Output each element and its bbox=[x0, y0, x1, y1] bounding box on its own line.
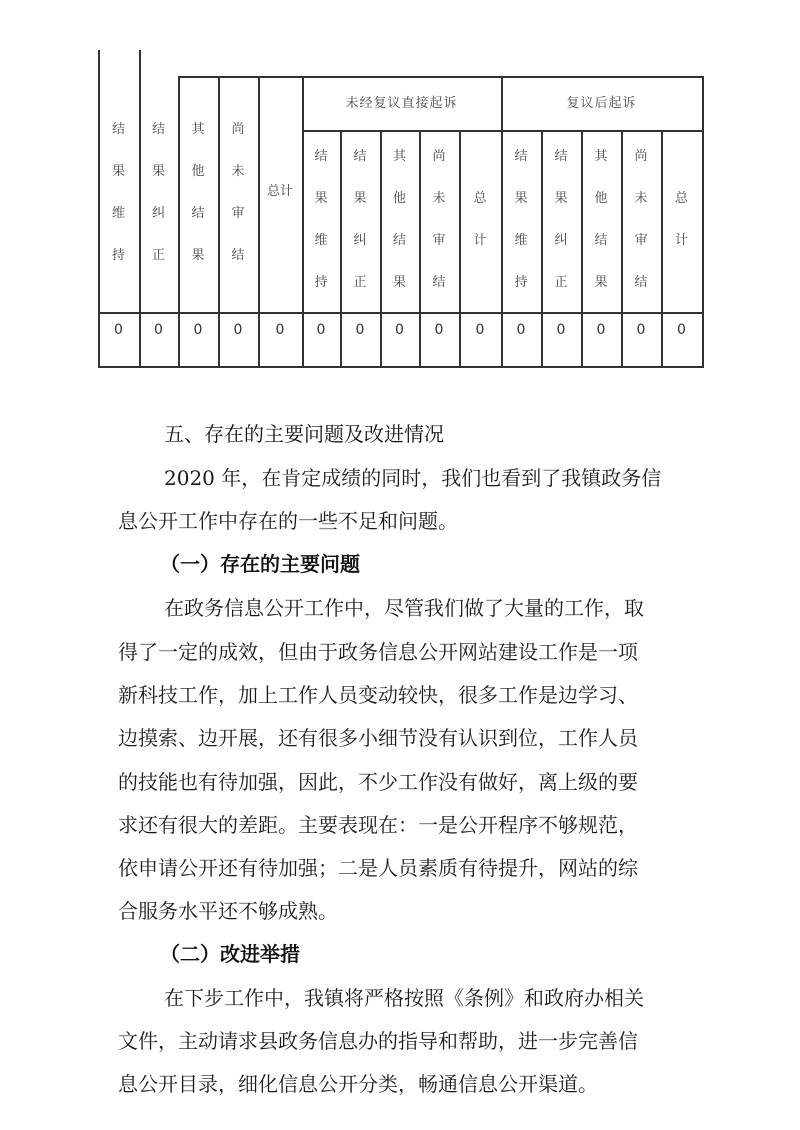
column-header bbox=[340, 135, 380, 305]
sub2-line-3: 息公开目录，细化信息公开分类，畅通信息公开渠道。 bbox=[118, 1072, 598, 1096]
column-header-char: 结 bbox=[353, 149, 367, 164]
sub1-line-1: 在政务信息公开工作中，尽管我们做了大量的工作，取 bbox=[164, 596, 644, 620]
column-header-char: 其 bbox=[392, 149, 406, 164]
table-cell-value: 0 bbox=[233, 322, 243, 338]
column-header-char: 总 bbox=[473, 191, 487, 206]
total-column-header: 总计 bbox=[266, 184, 293, 199]
column-header bbox=[661, 178, 702, 262]
sub1-line-6: 求还有很大的差距。主要表现在：一是公开程序不够规范， bbox=[118, 813, 638, 837]
column-header-char: 结 bbox=[231, 248, 245, 263]
column-header-char: 计 bbox=[473, 233, 487, 248]
table-right-border bbox=[702, 76, 704, 366]
administrative-litigation-table bbox=[0, 0, 800, 400]
column-header-char: 结 bbox=[634, 275, 648, 290]
group-header-direct-lawsuit: 未经复议直接起诉 bbox=[345, 96, 458, 111]
sub1-line-7: 依申请公开还有待加强；二是人员素质有待提升，网站的综 bbox=[118, 856, 638, 880]
column-header-char: 纠 bbox=[353, 233, 367, 248]
column-header bbox=[419, 135, 459, 305]
table-cell-value: 0 bbox=[516, 322, 526, 338]
column-header-char: 结 bbox=[314, 149, 328, 164]
column-header-char: 纠 bbox=[554, 233, 568, 248]
section-heading: 五、存在的主要问题及改进情况 bbox=[164, 422, 444, 446]
column-header-char: 纠 bbox=[151, 206, 165, 221]
column-header-char: 结 bbox=[554, 149, 568, 164]
table-bottom-border bbox=[98, 366, 704, 368]
column-header-char: 他 bbox=[392, 191, 406, 206]
column-header-char: 果 bbox=[392, 275, 406, 290]
column-header-char: 果 bbox=[151, 164, 165, 179]
sub1-line-4: 边摸索、边开展，还有很多小细节没有认识到位，工作人员 bbox=[118, 726, 638, 750]
column-header-char: 结 bbox=[514, 149, 528, 164]
column-header-char: 审 bbox=[634, 233, 648, 248]
column-header-char: 果 bbox=[314, 191, 328, 206]
column-header-char: 果 bbox=[594, 275, 608, 290]
table-cell-value: 0 bbox=[596, 322, 606, 338]
column-header-char: 尚 bbox=[432, 149, 446, 164]
table-cell-value: 0 bbox=[434, 322, 444, 338]
column-header-char: 其 bbox=[594, 149, 608, 164]
column-header-char: 结 bbox=[151, 122, 165, 137]
header-bottom-rule bbox=[98, 312, 704, 314]
column-header-char: 持 bbox=[111, 248, 125, 263]
column-header bbox=[459, 178, 501, 262]
column-header-char: 结 bbox=[191, 206, 205, 221]
subsection-1-heading: （一）存在的主要问题 bbox=[160, 552, 360, 576]
column-header-char: 果 bbox=[111, 164, 125, 179]
column-header-char: 尚 bbox=[634, 149, 648, 164]
sub2-line-2: 文件，主动请求县政务信息办的指导和帮助，进一步完善信 bbox=[118, 1029, 638, 1053]
column-header-char: 计 bbox=[674, 233, 688, 248]
column-header-char: 果 bbox=[191, 248, 205, 263]
column-header bbox=[218, 90, 258, 296]
intro-line-2: 息公开工作中存在的一些不足和问题。 bbox=[118, 509, 458, 533]
table-cell-value: 0 bbox=[355, 322, 365, 338]
group-header-divider bbox=[302, 130, 704, 132]
intro-line-1: 2020 年，在肯定成绩的同时，我们也看到了我镇政务信 bbox=[164, 466, 662, 490]
column-header-char: 结 bbox=[392, 233, 406, 248]
column-header-char: 维 bbox=[111, 206, 125, 221]
sub1-line-5: 的技能也有待加强，因此，不少工作没有做好，离上级的要 bbox=[118, 770, 638, 794]
table-cell-value: 0 bbox=[636, 322, 646, 338]
table-cell-value: 0 bbox=[275, 322, 285, 338]
table-cell-value: 0 bbox=[395, 322, 404, 338]
column-header bbox=[380, 135, 419, 305]
column-header bbox=[98, 90, 139, 296]
column-header-char: 总 bbox=[674, 191, 688, 206]
sub1-line-8: 合服务水平还不够成熟。 bbox=[118, 899, 338, 923]
group-header-lawsuit-after-review: 复议后起诉 bbox=[566, 96, 637, 111]
column-header-char: 结 bbox=[111, 122, 125, 137]
column-header-char: 结 bbox=[594, 233, 608, 248]
table-cell-value: 0 bbox=[316, 322, 326, 338]
column-header bbox=[581, 135, 621, 305]
column-header-char: 果 bbox=[353, 191, 367, 206]
column-header-char: 其 bbox=[191, 122, 205, 137]
sub1-line-2: 得了一定的成效，但由于政务信息公开网站建设工作是一项 bbox=[118, 640, 638, 664]
sub1-line-3: 新科技工作，加上工作人员变动较快，很多工作是边学习、 bbox=[118, 683, 638, 707]
column-header-char: 未 bbox=[432, 191, 446, 206]
column-header bbox=[178, 90, 218, 296]
column-header bbox=[302, 135, 340, 305]
column-header-char: 未 bbox=[634, 191, 648, 206]
column-header-char: 维 bbox=[514, 233, 528, 248]
column-header bbox=[541, 135, 581, 305]
column-header-char: 正 bbox=[353, 275, 367, 290]
column-header-char: 果 bbox=[514, 191, 528, 206]
column-header-char: 结 bbox=[432, 275, 446, 290]
column-header-char: 正 bbox=[554, 275, 568, 290]
column-header bbox=[501, 135, 541, 305]
subsection-2-heading: （二）改进举措 bbox=[160, 942, 300, 966]
table-cell-value: 0 bbox=[114, 322, 123, 338]
table-cell-value: 0 bbox=[677, 322, 686, 338]
column-header-char: 审 bbox=[432, 233, 446, 248]
column-header-char: 持 bbox=[514, 275, 528, 290]
table-top-border bbox=[178, 76, 704, 78]
sub2-line-1: 在下步工作中，我镇将严格按照《条例》和政府办相关 bbox=[164, 986, 644, 1010]
column-header-char: 维 bbox=[314, 233, 328, 248]
table-cell-value: 0 bbox=[193, 322, 203, 338]
column-header-char: 他 bbox=[594, 191, 608, 206]
table-cell-value: 0 bbox=[475, 322, 485, 338]
column-header-char: 审 bbox=[231, 206, 245, 221]
column-header-char: 尚 bbox=[231, 122, 245, 137]
column-header bbox=[621, 135, 661, 305]
column-header-char: 正 bbox=[151, 248, 165, 263]
table-cell-value: 0 bbox=[556, 322, 566, 338]
column-header-char: 果 bbox=[554, 191, 568, 206]
column-header-char: 未 bbox=[231, 164, 245, 179]
column-header-char: 持 bbox=[314, 275, 328, 290]
column-header bbox=[139, 90, 178, 296]
table-cell-value: 0 bbox=[154, 322, 163, 338]
column-header-char: 他 bbox=[191, 164, 205, 179]
